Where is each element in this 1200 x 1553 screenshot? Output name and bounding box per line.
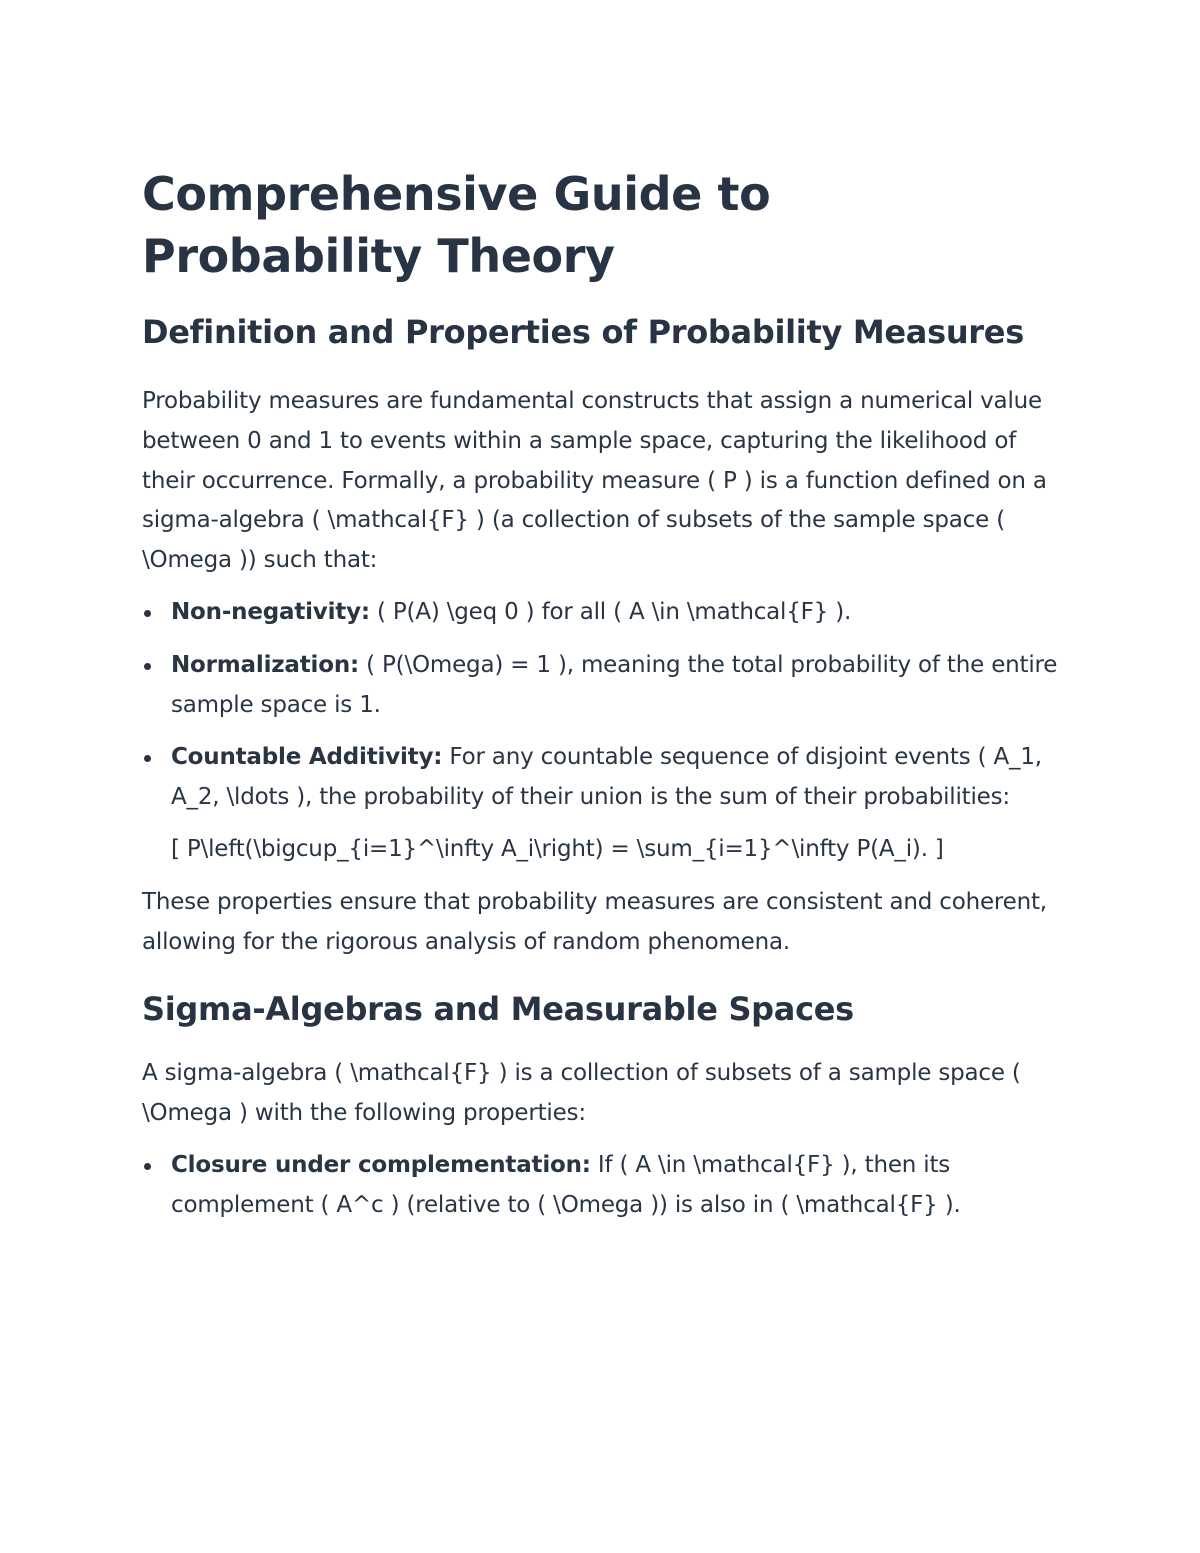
- list-item-text: ( P(A) \geq 0 ) for all ( A \in \mathcal{F} ).: [369, 598, 852, 625]
- bullet-icon: [144, 755, 151, 762]
- bullet-icon: [144, 610, 151, 617]
- section-heading-probability-measures: Definition and Properties of Probability Measures: [142, 313, 1024, 351]
- list-item-term: Normalization:: [171, 651, 360, 678]
- list-item-term: Closure under complementation:: [171, 1151, 591, 1178]
- list-item: [142, 646, 1062, 726]
- list-item: [142, 1146, 1062, 1226]
- bullet-icon: [144, 1163, 151, 1170]
- list-item-text: If ( A \in \mathcal{F} ), then its complement ( A^c ) (relative to ( \Omega )) is also in ( \mathcal{F} ).: [171, 1151, 961, 1218]
- section-intro-paragraph: A sigma-algebra ( \mathcal{F} ) is a collection of subsets of a sample space ( \Omega ) with the following properties:: [142, 1060, 1021, 1127]
- page-title: Comprehensive Guide to Probability Theory: [142, 167, 771, 283]
- list-item: [142, 738, 1062, 869]
- bullet-icon: [144, 663, 151, 670]
- list-item-text: ( P(\Omega) = 1 ), meaning the total probability of the entire sample space is 1.: [171, 651, 1058, 718]
- section-heading-sigma-algebras: Sigma-Algebras and Measurable Spaces: [142, 990, 854, 1029]
- list-item-term: Non-negativity:: [171, 598, 370, 625]
- list-item: [142, 593, 1062, 633]
- section-closing-paragraph: These properties ensure that probability measures are consistent and coherent, allowing for the rigorous analysis of random phenomena.: [142, 888, 1047, 955]
- document-page: [142, 163, 1062, 1239]
- properties-list: [142, 593, 1062, 870]
- list-item-term: Countable Additivity:: [171, 744, 443, 771]
- properties-list: [142, 1146, 1062, 1226]
- section-intro-paragraph: Probability measures are fundamental constructs that assign a numerical value between 0 and 1 to events within a sample space, capturing the likelihood of their occurrence. Formally, a probability measure ( P ) is a function defined on a sigma-algebra ( \mathcal{F} ) (a collection of subsets of the sample space ( \Omega )) such that:: [142, 388, 1047, 574]
- list-item-text: For any countable sequence of disjoint events ( A_1, A_2, \ldots ), the probability of their union is the sum of their probabilities:: [171, 744, 1042, 811]
- formula-countable-additivity: [ P\left(\bigcup_{i=1}^\infty A_i\right) = \sum_{i=1}^\infty P(A_i). ]: [171, 835, 944, 862]
